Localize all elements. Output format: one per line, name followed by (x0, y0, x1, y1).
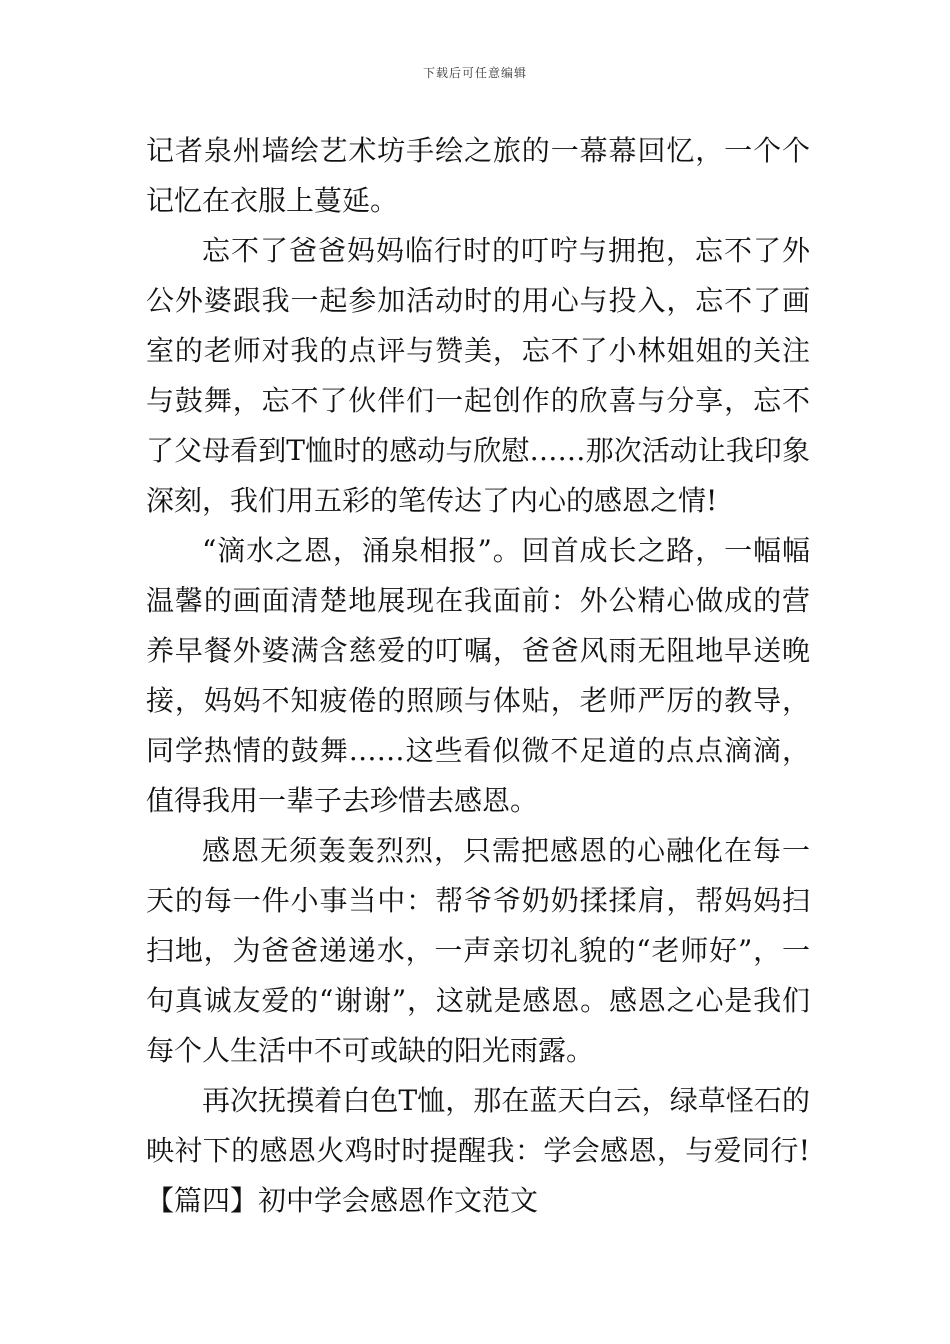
paragraph-continued: 记者泉州墙绘艺术坊手绘之旅的一幕幕回忆，一个个记忆在衣服上蔓延。 (146, 134, 810, 217)
paragraph: “滴水之恩，涌泉相报”。回首成长之路，一幅幅温馨的画面清楚地展现在我面前：外公精心做成的营养早餐外婆满含慈爱的叮嘱，爸爸风雨无阻地早送晚接，妈妈不知疲倦的照顾与体贴，老师严厉的教导，同学热情的鼓舞……这些看似微不足道的点点滴滴，值得我用一辈子去珍惜去感恩。 (146, 534, 810, 817)
page-header: 下载后可任意编辑 (422, 66, 527, 80)
paragraph: 忘不了爸爸妈妈临行时的叮咛与拥抱，忘不了外公外婆跟我一起参加活动时的用心与投入，忘不了画室的老师对我的点评与赞美，忘不了小林姐姐的关注与鼓舞，忘不了伙伴们一起创作的欣喜与分享，忘不了父母看到T恤时的感动与欣慰……那次活动让我印象深刻，我们用五彩的笔传达了内心的感恩之情! (146, 234, 810, 517)
paragraph: 再次抚摸着白色T恤，那在蓝天白云，绿草怪石的映衬下的感恩火鸡时时提醒我：学会感恩，与爱同行!【篇四】初中学会感恩作文范文 (146, 1084, 810, 1217)
document-body (146, 126, 810, 1226)
paragraph: 感恩无须轰轰烈烈，只需把感恩的心融化在每一天的每一件小事当中：帮爷爷奶奶揉揉肩，帮妈妈扫扫地，为爸爸递递水，一声亲切礼貌的“老师好”，一句真诚友爱的“谢谢”，这就是感恩。感恩之心是我们每个人生活中不可或缺的阳光雨露。 (146, 834, 810, 1067)
